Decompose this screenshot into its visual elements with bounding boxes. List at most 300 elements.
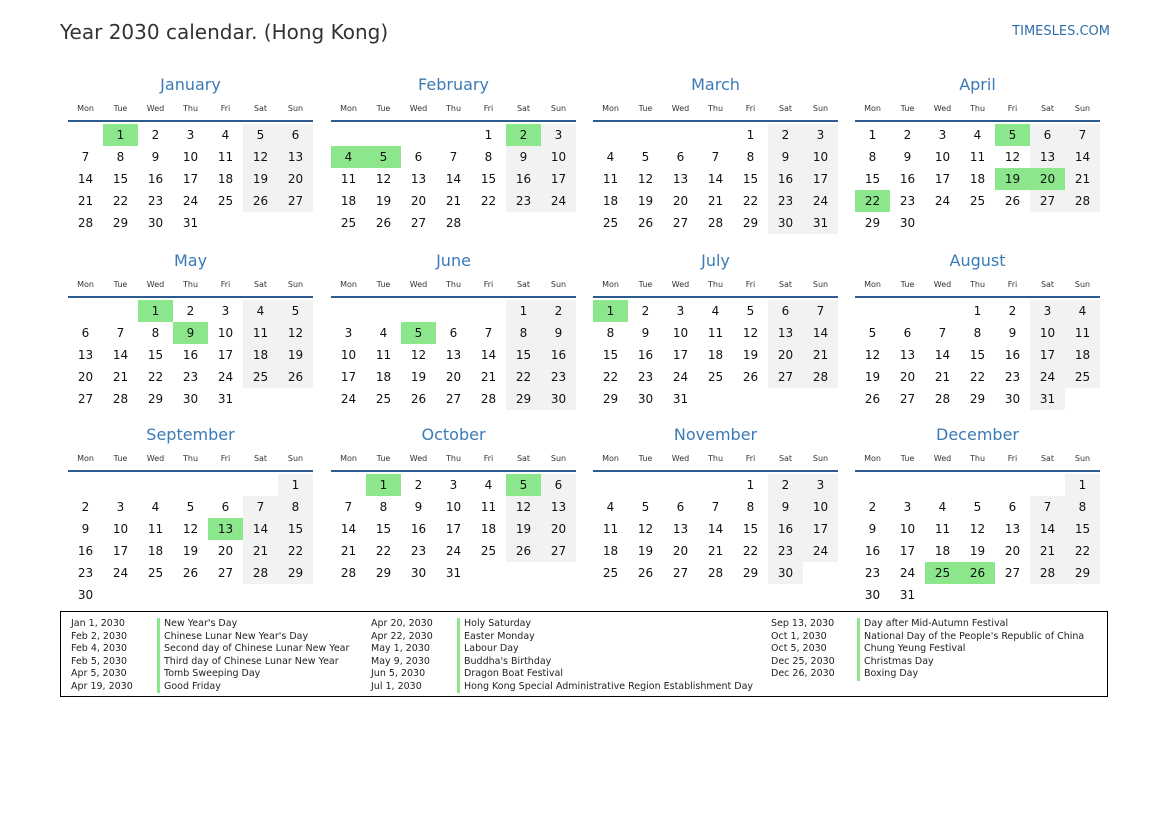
day-cell: 14	[340, 522, 357, 536]
day-cell: 20	[768, 344, 803, 366]
holiday-name: Buddha's Birthday	[457, 656, 551, 669]
holiday-name: Christmas Day	[857, 656, 934, 669]
holiday-name: National Day of the People's Republic of China	[857, 631, 1084, 644]
day-cell: 29	[742, 216, 759, 230]
day-cell: 9	[768, 146, 803, 168]
day-cell: 12	[243, 146, 278, 168]
day-cell: 12	[637, 172, 654, 186]
day-cell: 30	[637, 392, 654, 406]
weekday-label: Tue	[376, 280, 391, 289]
day-cell: 14	[480, 348, 497, 362]
weekday-label: Fri	[220, 280, 231, 289]
day-cell: 28	[934, 392, 951, 406]
day-cell: 6	[1008, 500, 1017, 514]
day-grid	[331, 474, 576, 584]
day-cell: 30	[147, 216, 164, 230]
day-cell: 24	[899, 566, 916, 580]
day-cell: 8	[868, 150, 877, 164]
day-cell: 10	[217, 326, 234, 340]
weekday-label: Sun	[287, 280, 304, 289]
day-cell: 5	[243, 124, 278, 146]
month-july	[593, 246, 838, 410]
day-cell: 27	[445, 392, 462, 406]
day-cell: 30	[768, 212, 803, 234]
day-cell: 7	[344, 500, 353, 514]
day-cell: 10	[541, 146, 576, 168]
day-cell: 8	[973, 326, 982, 340]
day-cell: 24	[1030, 366, 1065, 388]
day-cell: 21	[1030, 540, 1065, 562]
day-cell: 15	[112, 172, 129, 186]
weekday-label: Sun	[1074, 454, 1091, 463]
day-cell: 30	[1004, 392, 1021, 406]
day-cell: 30	[410, 566, 427, 580]
day-cell: 29	[864, 216, 881, 230]
day-cell: 16	[541, 344, 576, 366]
month-april	[855, 70, 1100, 234]
day-cell: 2	[903, 128, 912, 142]
weekday-label: Sun	[1074, 280, 1091, 289]
holiday-name: Second day of Chinese Lunar New Year	[157, 643, 349, 656]
weekday-label: Sat	[778, 454, 793, 463]
holiday-day-cell: 25	[925, 562, 960, 584]
month-title: April	[959, 75, 996, 94]
day-cell: 8	[379, 500, 388, 514]
holiday-date: Feb 2, 2030	[71, 630, 128, 642]
day-cell: 27	[1030, 190, 1065, 212]
holiday-row	[371, 631, 753, 644]
day-cell: 14	[1065, 146, 1100, 168]
holiday-day-cell: 4	[331, 146, 366, 168]
day-cell: 29	[147, 392, 164, 406]
day-cell: 11	[340, 172, 357, 186]
day-cell: 6	[541, 474, 576, 496]
header-divider	[331, 120, 576, 122]
day-cell: 24	[803, 540, 838, 562]
weekday-label: Sat	[516, 280, 531, 289]
holiday-date: Dec 25, 2030	[771, 655, 835, 667]
day-cell: 17	[934, 172, 951, 186]
weekday-label: Mon	[340, 454, 357, 463]
day-cell: 7	[1065, 124, 1100, 146]
day-cell: 18	[147, 544, 164, 558]
weekday-header	[855, 276, 1100, 294]
day-cell: 18	[602, 194, 619, 208]
holiday-date: May 1, 2030	[371, 643, 430, 654]
day-cell: 23	[1004, 370, 1021, 384]
day-cell: 19	[864, 370, 881, 384]
day-cell: 15	[969, 348, 986, 362]
holiday-date: Jan 1, 2030	[71, 618, 125, 629]
day-cell: 13	[1030, 146, 1065, 168]
holiday-day-cell: 5	[366, 146, 401, 168]
empty-cell	[960, 474, 995, 496]
weekday-label: Fri	[483, 454, 494, 463]
day-cell: 21	[112, 370, 129, 384]
holiday-day-cell: 5	[506, 474, 541, 496]
day-cell: 20	[672, 194, 689, 208]
day-cell: 28	[243, 562, 278, 584]
day-cell: 12	[182, 522, 199, 536]
day-cell: 9	[768, 496, 803, 518]
day-cell: 4	[151, 500, 160, 514]
empty-cell	[103, 474, 138, 496]
day-cell: 4	[484, 478, 493, 492]
weekday-header	[331, 276, 576, 294]
day-cell: 14	[77, 172, 94, 186]
day-cell: 30	[864, 588, 881, 602]
holiday-date: Sep 13, 2030	[771, 618, 835, 629]
day-cell: 23	[147, 194, 164, 208]
day-cell: 16	[1004, 348, 1021, 362]
header-divider	[855, 470, 1100, 472]
day-cell: 12	[278, 322, 313, 344]
day-cell: 26	[410, 392, 427, 406]
day-cell: 14	[803, 322, 838, 344]
empty-cell	[995, 474, 1030, 496]
weekday-label: Sat	[1040, 454, 1055, 463]
day-cell: 8	[1065, 496, 1100, 518]
day-cell: 22	[506, 366, 541, 388]
holiday-date: May 9, 2030	[371, 655, 430, 667]
empty-cell	[890, 300, 925, 322]
month-december	[855, 420, 1100, 606]
day-cell: 17	[672, 348, 689, 362]
day-cell: 4	[379, 326, 388, 340]
weekday-label: Fri	[483, 104, 494, 113]
day-cell: 11	[1065, 322, 1100, 344]
weekday-label: Sun	[812, 104, 829, 113]
day-cell: 8	[606, 326, 615, 340]
day-cell: 5	[973, 500, 982, 514]
day-cell: 19	[182, 544, 199, 558]
holiday-day-cell: 1	[366, 474, 401, 496]
day-cell: 4	[606, 150, 615, 164]
month-title: December	[936, 425, 1019, 444]
header-divider	[855, 120, 1100, 122]
day-cell: 2	[768, 474, 803, 496]
day-cell: 2	[768, 124, 803, 146]
empty-cell	[68, 124, 103, 146]
weekday-label: Mon	[602, 280, 619, 289]
weekday-label: Sun	[550, 280, 567, 289]
day-cell: 26	[637, 566, 654, 580]
weekday-label: Thu	[707, 104, 724, 113]
day-cell: 31	[182, 216, 199, 230]
holiday-date: Jun 5, 2030	[371, 668, 426, 679]
day-grid	[331, 124, 576, 234]
day-cell: 5	[868, 326, 877, 340]
holiday-row	[771, 668, 1084, 681]
day-cell: 20	[1004, 544, 1021, 558]
holiday-day-cell: 26	[960, 562, 995, 584]
day-cell: 28	[340, 566, 357, 580]
weekday-label: Thu	[182, 454, 199, 463]
day-cell: 5	[186, 500, 195, 514]
month-january	[68, 70, 313, 234]
weekday-label: Fri	[1007, 280, 1018, 289]
day-cell: 29	[1065, 562, 1100, 584]
day-cell: 27	[768, 366, 803, 388]
day-cell: 26	[375, 216, 392, 230]
day-cell: 3	[541, 124, 576, 146]
day-cell: 21	[77, 194, 94, 208]
empty-cell	[855, 300, 890, 322]
holiday-row	[371, 681, 753, 694]
site-link[interactable]: TIMESLES.COM	[1012, 24, 1110, 39]
month-title: March	[691, 75, 740, 94]
day-cell: 15	[147, 348, 164, 362]
empty-cell	[925, 474, 960, 496]
day-cell: 4	[606, 500, 615, 514]
day-cell: 16	[410, 522, 427, 536]
header-divider	[68, 296, 313, 298]
weekday-label: Tue	[900, 104, 915, 113]
day-cell: 4	[711, 304, 720, 318]
empty-cell	[663, 124, 698, 146]
day-cell: 15	[864, 172, 881, 186]
day-cell: 28	[112, 392, 129, 406]
day-cell: 13	[541, 496, 576, 518]
day-cell: 3	[803, 124, 838, 146]
day-cell: 7	[449, 150, 458, 164]
day-cell: 31	[803, 212, 838, 234]
month-march	[593, 70, 838, 234]
weekday-label: Sat	[253, 280, 268, 289]
day-cell: 9	[641, 326, 650, 340]
day-cell: 5	[641, 500, 650, 514]
weekday-label: Fri	[220, 454, 231, 463]
day-cell: 17	[803, 168, 838, 190]
weekday-label: Tue	[638, 280, 653, 289]
weekday-label: Sat	[253, 454, 268, 463]
day-cell: 23	[77, 566, 94, 580]
holiday-day-cell: 5	[401, 322, 436, 344]
day-cell: 28	[1065, 190, 1100, 212]
empty-cell	[890, 474, 925, 496]
empty-cell	[698, 474, 733, 496]
holiday-name: Hong Kong Special Administrative Region Establishment Day	[457, 681, 753, 694]
day-cell: 1	[973, 304, 982, 318]
day-cell: 8	[506, 322, 541, 344]
day-cell: 12	[742, 326, 759, 340]
day-cell: 25	[243, 366, 278, 388]
day-cell: 13	[445, 348, 462, 362]
holiday-row	[71, 656, 349, 669]
day-cell: 1	[868, 128, 877, 142]
day-cell: 10	[1030, 322, 1065, 344]
empty-cell	[331, 474, 366, 496]
day-grid	[331, 300, 576, 410]
empty-cell	[628, 124, 663, 146]
day-cell: 27	[899, 392, 916, 406]
weekday-label: Tue	[376, 104, 391, 113]
day-cell: 25	[969, 194, 986, 208]
holiday-row	[771, 631, 1084, 644]
day-cell: 22	[147, 370, 164, 384]
day-cell: 10	[340, 348, 357, 362]
day-cell: 20	[278, 168, 313, 190]
day-cell: 13	[1004, 522, 1021, 536]
day-cell: 27	[410, 216, 427, 230]
day-cell: 6	[676, 150, 685, 164]
day-cell: 17	[899, 544, 916, 558]
weekday-label: Thu	[707, 280, 724, 289]
weekday-label: Sun	[287, 104, 304, 113]
day-cell: 2	[186, 304, 195, 318]
weekday-label: Thu	[969, 454, 986, 463]
holiday-row	[771, 618, 1084, 631]
holiday-name: Boxing Day	[857, 668, 918, 681]
day-cell: 9	[151, 150, 160, 164]
holiday-date: Apr 5, 2030	[71, 668, 127, 679]
empty-cell	[103, 300, 138, 322]
weekday-label: Tue	[638, 104, 653, 113]
weekday-label: Mon	[77, 454, 94, 463]
holiday-name: Easter Monday	[457, 631, 535, 644]
month-august	[855, 246, 1100, 410]
empty-cell	[855, 474, 890, 496]
day-cell: 19	[637, 544, 654, 558]
weekday-label: Thu	[445, 280, 462, 289]
empty-cell	[366, 124, 401, 146]
month-february	[331, 70, 576, 234]
weekday-label: Thu	[707, 454, 724, 463]
day-cell: 9	[506, 146, 541, 168]
day-cell: 1	[1065, 474, 1100, 496]
day-cell: 19	[742, 348, 759, 362]
day-grid	[855, 124, 1100, 234]
day-cell: 24	[934, 194, 951, 208]
day-cell: 19	[637, 194, 654, 208]
holiday-date: Jul 1, 2030	[371, 680, 422, 692]
day-grid	[855, 300, 1100, 410]
day-cell: 9	[903, 150, 912, 164]
header-divider	[593, 470, 838, 472]
day-cell: 7	[711, 150, 720, 164]
empty-cell	[593, 474, 628, 496]
weekday-header	[68, 276, 313, 294]
day-cell: 21	[445, 194, 462, 208]
empty-cell	[436, 300, 471, 322]
day-cell: 27	[541, 540, 576, 562]
month-september	[68, 420, 313, 606]
day-cell: 29	[742, 566, 759, 580]
empty-cell	[208, 474, 243, 496]
legend-column	[71, 618, 349, 693]
day-cell: 22	[375, 544, 392, 558]
holiday-day-cell: 1	[138, 300, 173, 322]
day-cell: 6	[768, 300, 803, 322]
weekday-label: Sat	[516, 104, 531, 113]
weekday-label: Fri	[1007, 104, 1018, 113]
day-cell: 5	[746, 304, 755, 318]
weekday-label: Mon	[864, 104, 881, 113]
header-divider	[331, 470, 576, 472]
day-grid	[593, 300, 838, 410]
day-cell: 3	[1030, 300, 1065, 322]
day-cell: 25	[1065, 366, 1100, 388]
day-cell: 7	[81, 150, 90, 164]
weekday-label: Fri	[745, 280, 756, 289]
day-cell: 23	[506, 190, 541, 212]
holiday-date: Apr 22, 2030	[371, 630, 433, 642]
empty-cell	[698, 124, 733, 146]
day-cell: 23	[541, 366, 576, 388]
day-cell: 18	[707, 348, 724, 362]
holiday-date: Apr 20, 2030	[371, 618, 433, 629]
weekday-label: Sat	[1040, 280, 1055, 289]
holiday-legend	[60, 611, 1108, 697]
weekday-label: Tue	[376, 454, 391, 463]
day-cell: 21	[243, 540, 278, 562]
day-cell: 29	[375, 566, 392, 580]
day-cell: 27	[672, 216, 689, 230]
day-cell: 31	[445, 566, 462, 580]
holiday-date: Feb 5, 2030	[71, 655, 128, 667]
weekday-label: Wed	[146, 280, 165, 289]
day-cell: 2	[641, 304, 650, 318]
weekday-label: Fri	[745, 454, 756, 463]
day-grid	[68, 300, 313, 410]
day-cell: 27	[278, 190, 313, 212]
day-cell: 1	[506, 300, 541, 322]
day-cell: 12	[864, 348, 881, 362]
day-cell: 3	[116, 500, 125, 514]
day-cell: 22	[969, 370, 986, 384]
header-divider	[68, 470, 313, 472]
empty-cell	[138, 474, 173, 496]
day-cell: 3	[803, 474, 838, 496]
day-cell: 28	[803, 366, 838, 388]
day-cell: 23	[410, 544, 427, 558]
holiday-day-cell: 1	[593, 300, 628, 322]
day-cell: 26	[742, 370, 759, 384]
month-title: November	[673, 425, 758, 444]
day-cell: 20	[899, 370, 916, 384]
day-cell: 15	[602, 348, 619, 362]
weekday-label: Sat	[778, 104, 793, 113]
holiday-date: Oct 5, 2030	[771, 643, 827, 654]
weekday-label: Tue	[113, 454, 128, 463]
holiday-name: Good Friday	[157, 681, 221, 694]
day-cell: 3	[676, 304, 685, 318]
day-cell: 28	[707, 566, 724, 580]
day-cell: 27	[1004, 566, 1021, 580]
day-cell: 30	[541, 388, 576, 410]
day-cell: 26	[864, 392, 881, 406]
weekday-label: Fri	[220, 104, 231, 113]
holiday-day-cell: 2	[506, 124, 541, 146]
day-grid	[855, 474, 1100, 606]
day-cell: 24	[445, 544, 462, 558]
day-cell: 25	[217, 194, 234, 208]
day-cell: 22	[278, 540, 313, 562]
day-cell: 14	[934, 348, 951, 362]
weekday-label: Mon	[864, 280, 881, 289]
day-cell: 17	[182, 172, 199, 186]
empty-cell	[593, 124, 628, 146]
legend-column	[771, 618, 1084, 681]
day-cell: 3	[344, 326, 353, 340]
holiday-day-cell: 22	[855, 190, 890, 212]
day-cell: 25	[480, 544, 497, 558]
day-cell: 23	[637, 370, 654, 384]
day-cell: 12	[410, 348, 427, 362]
day-cell: 14	[707, 172, 724, 186]
weekday-label: Thu	[182, 104, 199, 113]
day-cell: 26	[182, 566, 199, 580]
